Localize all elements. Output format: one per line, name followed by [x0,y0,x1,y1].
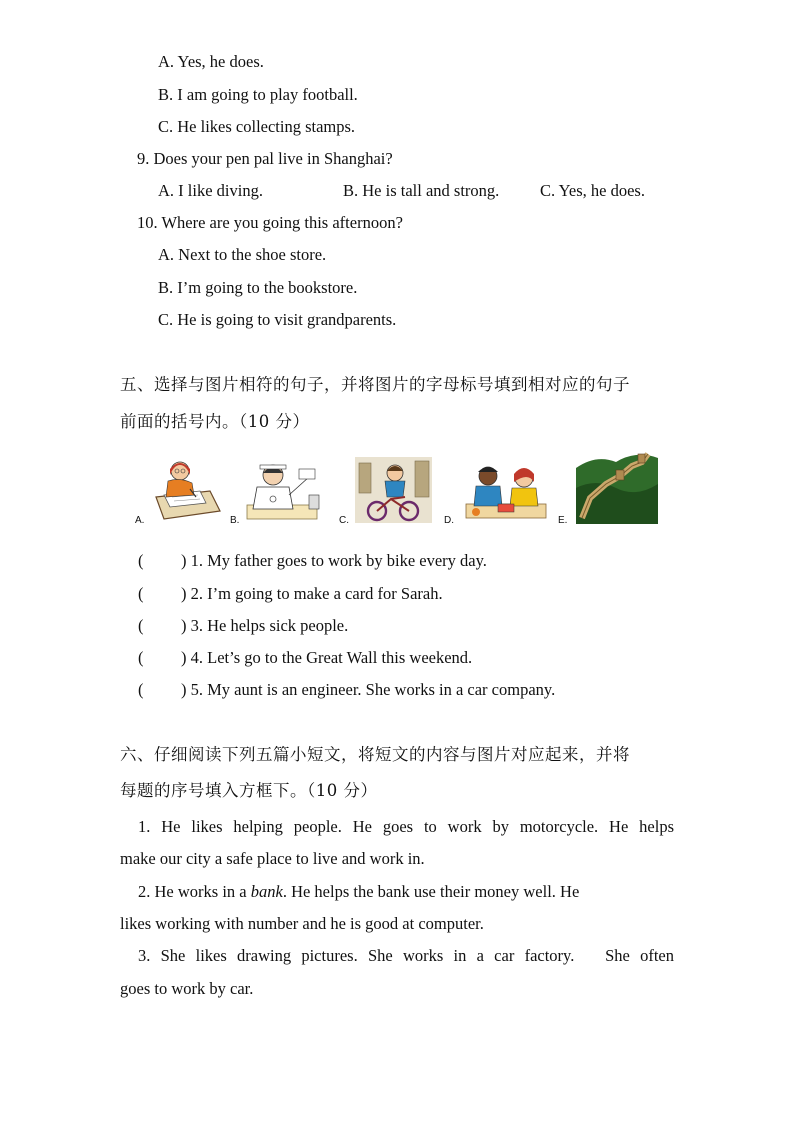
picture-d-making-card [462,460,550,522]
section5-item-3-paren: ( [138,616,144,635]
q8-option-b: B. I am going to play football. [158,85,358,104]
passage-2-bank-word: bank [250,882,283,901]
passage-3-line-2: goes to work by car. [120,979,254,998]
q8-option-a: A. Yes, he does. [158,52,264,71]
picture-a-engineer [150,455,222,523]
section5-title-line2: 前面的括号内。（10 分） [120,412,310,431]
section5-item-2: ) 2. I’m going to make a card for Sarah. [181,584,443,603]
picture-label-d: D. [444,515,454,526]
section5-title-line1: 五、选择与图片相符的句子，并将图片的字母标号填到相对应的句子 [120,375,630,394]
section6-title-line2: 每题的序号填入方框下。（10 分） [120,781,378,800]
passage-1-line-2: make our city a safe place to live and work in. [120,849,425,868]
passage-2-line-1 [138,882,674,902]
q10-option-a: A. Next to the shoe store. [158,245,327,264]
picture-c-boy-on-bike [355,457,432,523]
passage-1-line-1: 1. He likes helping people. He goes to work by motorcycle. He helps [138,817,674,836]
section5-item-1-paren: ( [138,551,144,570]
section6-title-line1: 六、仔细阅读下列五篇小短文，将短文的内容与图片对应起来，并将 [120,745,630,764]
q10-option-b: B. I’m going to the bookstore. [158,278,358,297]
passage-2-line-2: likes working with number and he is good at computer. [120,914,484,933]
picture-b-doctor [243,455,325,523]
passage-3-line-1: 3. She likes drawing pictures. She works in a car factory. She often [138,946,674,965]
picture-e-great-wall [576,448,658,524]
q9-option-a: A. I like diving. [158,181,263,200]
section5-item-5: ) 5. My aunt is an engineer. She works in a car company. [181,680,556,699]
q10-question: 10. Where are you going this afternoon? [137,213,403,232]
passage-2-suffix: . He helps the bank use their money well. He [282,882,580,901]
q8-option-c: C. He likes collecting stamps. [158,117,356,136]
section5-item-1: ) 1. My father goes to work by bike every day. [181,551,487,570]
picture-label-b: B. [230,515,240,526]
q9-question: 9. Does your pen pal live in Shanghai? [137,149,393,168]
passage-2-prefix: 2. He works in a [138,882,247,901]
q10-option-c: C. He is going to visit grandparents. [158,310,397,329]
picture-label-c: C. [339,515,349,526]
section5-item-4-paren: ( [138,648,144,667]
section5-item-4: ) 4. Let’s go to the Great Wall this weekend. [181,648,473,667]
q9-option-b: B. He is tall and strong. [343,181,500,200]
section5-item-3: ) 3. He helps sick people. [181,616,349,635]
picture-label-e: E. [558,515,568,526]
section5-item-2-paren: ( [138,584,144,603]
picture-label-a: A. [135,515,145,526]
q9-option-c: C. Yes, he does. [540,181,645,200]
section5-item-5-paren: ( [138,680,144,699]
